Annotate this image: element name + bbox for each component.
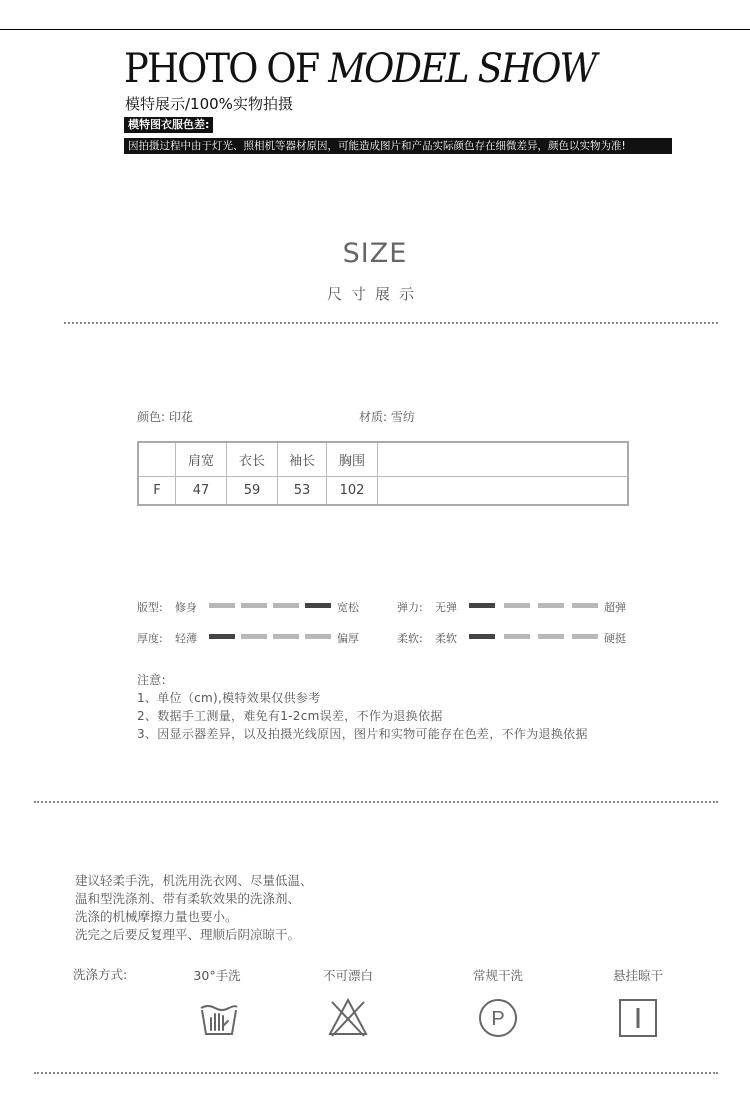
rating-right: 宽松 (337, 601, 359, 614)
table-header: 衣长 (227, 442, 278, 477)
dotted-divider (64, 322, 718, 324)
note-item: 2、数据手工测量，难免有1-2cm误差，不作为退换依据 (137, 709, 443, 723)
rating-bar-active (469, 634, 495, 639)
top-rule (0, 29, 750, 30)
table-header: 袖长 (278, 442, 327, 477)
rating-bar (572, 603, 598, 608)
care-line: 温和型洗涤剂、带有柔软效果的洗涤剂、 (75, 891, 301, 906)
line-dry-icon (616, 996, 660, 1040)
dotted-divider (34, 1072, 718, 1074)
hand-wash-icon (197, 996, 241, 1040)
color-diff-badge: 模特图衣服色差: (124, 117, 213, 133)
table-cell: 47 (176, 477, 227, 505)
rating-label: 厚度: (137, 632, 163, 645)
care-icon-label: 不可漂白 (322, 968, 373, 983)
care-line: 洗涤的机械摩擦力量也要小。 (75, 909, 238, 924)
size-title: SIZE (342, 238, 408, 269)
rating-label: 柔软: (397, 632, 423, 645)
size-table (137, 441, 629, 506)
table-cell (378, 477, 629, 505)
care-icon-label: 悬挂晾干 (612, 968, 663, 983)
rating-label: 弹力: (397, 601, 423, 614)
dotted-divider (34, 801, 718, 803)
table-header: 胸围 (327, 442, 378, 477)
material-label: 材质: 雪纺 (359, 410, 415, 424)
rating-bar (538, 603, 564, 608)
rating-left: 柔软 (435, 632, 457, 645)
rating-left: 轻薄 (175, 632, 197, 645)
rating-bar (305, 634, 331, 639)
table-cell: F (138, 477, 176, 505)
note-item: 3、因显示器差异，以及拍摄光线原因，图片和实物可能存在色差，不作为退换依据 (137, 727, 588, 741)
rating-right: 硬挺 (604, 632, 626, 645)
notes-title: 注意: (137, 673, 166, 687)
rating-bar (273, 634, 299, 639)
rating-bar (572, 634, 598, 639)
rating-bar-active (469, 603, 495, 608)
note-item: 1、单位（cm),模特效果仅供参考 (137, 691, 321, 705)
header-subtitle: 模特展示/100%实物拍摄 (125, 95, 293, 113)
table-cell (378, 442, 629, 477)
svg-text:P: P (491, 1008, 505, 1030)
rating-bar (241, 634, 267, 639)
care-line: 洗完之后要反复理平、理顺后阴凉晾干。 (75, 927, 301, 942)
table-row (138, 477, 628, 505)
rating-bar-active (209, 634, 235, 639)
rating-bar (209, 603, 235, 608)
table-cell: 102 (327, 477, 378, 505)
rating-bar (538, 634, 564, 639)
rating-bar (241, 603, 267, 608)
rating-bar (273, 603, 299, 608)
table-cell: 59 (227, 477, 278, 505)
dry-clean-p-icon (476, 996, 520, 1040)
size-subtitle: 尺寸展示 (326, 285, 423, 303)
wash-method-label: 洗涤方式: (73, 967, 128, 982)
no-bleach-icon (326, 996, 370, 1040)
table-header: 肩宽 (176, 442, 227, 477)
rating-right: 超弹 (604, 601, 626, 614)
rating-left: 修身 (175, 601, 197, 614)
rating-bar (504, 634, 530, 639)
care-icon-label: 常规干洗 (472, 968, 523, 983)
table-cell (138, 442, 176, 477)
care-icon-label: 30°手洗 (193, 968, 241, 983)
rating-bar (504, 603, 530, 608)
table-header-row (138, 442, 628, 477)
color-label: 颜色: 印花 (137, 410, 193, 424)
color-disclaimer: 因拍摄过程中由于灯光、照相机等器材原因，可能造成图片和产品实际颜色存在细微差异，颜色以实物为准! (124, 138, 672, 154)
rating-left: 无弹 (435, 601, 457, 614)
rating-bar-active (305, 603, 331, 608)
care-line: 建议轻柔手洗，机洗用洗衣网、尽量低温、 (75, 873, 313, 888)
table-cell: 53 (278, 477, 327, 505)
header-title: PHOTO OF MODEL SHOW (124, 46, 596, 92)
rating-right: 偏厚 (337, 632, 359, 645)
rating-label: 版型: (137, 601, 163, 614)
